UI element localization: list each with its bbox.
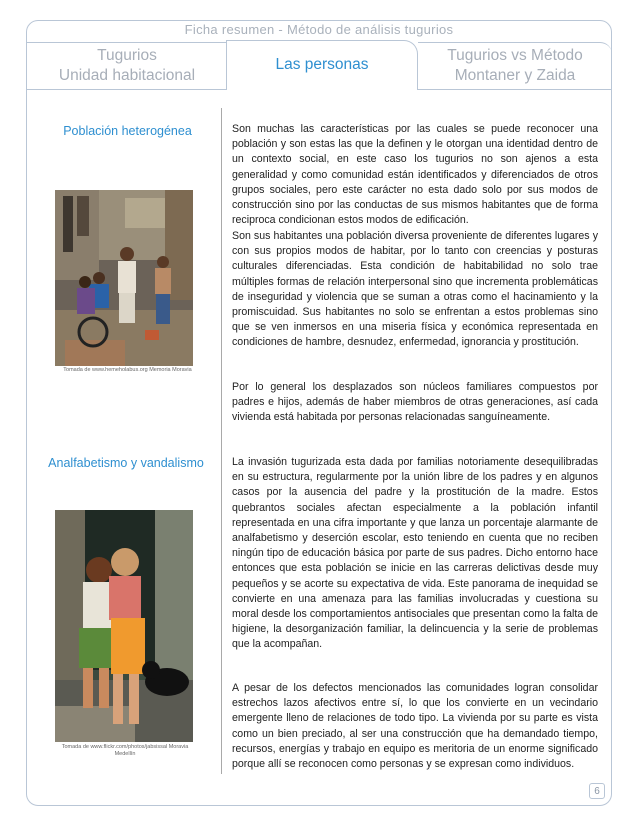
photo-credit-analfabetismo: Tomada de www.flickr.com/photos/jabsissal Moravia Medellín [61,744,189,757]
active-tab-gap [227,89,417,91]
page-number: 6 [589,783,605,799]
section-title-analfabetismo: Analfabetismo y vandalismo [48,456,204,470]
photo-poblacion [55,190,193,366]
column-divider [221,108,222,774]
tab-label-line1: Tugurios [97,47,157,64]
paragraph: La invasión tugurizada esta dada por familias notoriamente desequilibradas en su estructura, regularmente por la unión libre de los padres y en algunos casos por la ausencia del padre y la prostitución de la madre. Estos quebrantos sociales afectan especialmente a la población infantil representada en una cifra importante y que lanza un porcentaje alarmante de analfabetismo y deserción escolar, esto teniendo en cuenta que no reciben ningún tipo de educación básica por parte de sus padres. Dicho entorno hace entonces que esta población se inicie en las carreras delictivas desde muy pequeños y se acorte su expectativa de vida. Este panorama de inequidad se convierte en una amenaza para las familias involucradas y cuestiona su moral desde los comportamientos antisociales que presentan como la falta de higiene, la desorganización familiar, la delincuencia y la serie de problemas que la acompañan. [232,456,598,651]
paragraph: Son muchas las características por las cuales se puede reconocer una población y son estas las que la definen y le otorgan una identidad dentro de un contexto social, en este caso los tugurios no son ajenos a esta generalidad y como comunidad están identificados y diferenciados de otros grupos sociales, pero este carácter no esta dado solo por sus modos de construcción sino por las conductas de sus mismos habitantes que de forma reciproca condicionan estos modos de edificación. [232,123,598,227]
paragraph: A pesar de los defectos mencionados las comunidades logran consolidar estrechos lazos afectivos entre sí, lo que los convierte en un vecindario emergente lleno de relaciones de todo tipo. La vivienda por su parte es vista como un bien preciado, al ser una construcción que ha demandado tiempo, recursos, energías y trabajo en equipo es meritoria de un enorme significado porque allí se reconocen como personas y se expresan como individuos. [232,682,598,771]
paragraph: Por lo general los desplazados son núcleos familiares compuestos por padres e hijos, además de haber miembros de otras generaciones, así cada vivienda está habitada por personas relacionadas sanguíneamente. [232,381,598,424]
document-title: Ficha resumen - Método de análisis tugurios [184,22,454,37]
photo-analfabetismo [55,510,193,742]
section-title-poblacion: Población heterogénea [63,124,192,138]
tab-label: Las personas [275,56,369,73]
tab-label-line2: Montaner y Zaida [454,67,576,84]
paragraph: Son sus habitantes una población diversa proveniente de diferentes lugares y con sus propios modos de habitar, por lo tanto con creencias y posturas culturales diferenciadas. Esta condición de habitabilidad no solo trae múltiples formas de relación interpersonal sino que incrementa problemáticas de inseguridad y violencia que se suman a otras como el hacinamiento y la promiscuidad. Sus habitantes no solo se enfrentan a estos problemas sino que se ven inmersos en una miseria física y económica representada en condiciones de hambre, desnudez, enfermedad, ignorancia y prostitución. [232,230,598,349]
tab-las-personas[interactable] [226,40,418,90]
photo-credit-poblacion: Tomada de www.hemeholabus.org Memoria Moravia [63,367,192,373]
tab-label-line1: Tugurios vs Método [447,47,583,64]
tab-label-line2: Unidad habitacional [58,67,196,84]
tab-tugurios-vs-metodo[interactable] [418,42,612,90]
tab-unidad-habitacional[interactable] [26,42,228,90]
